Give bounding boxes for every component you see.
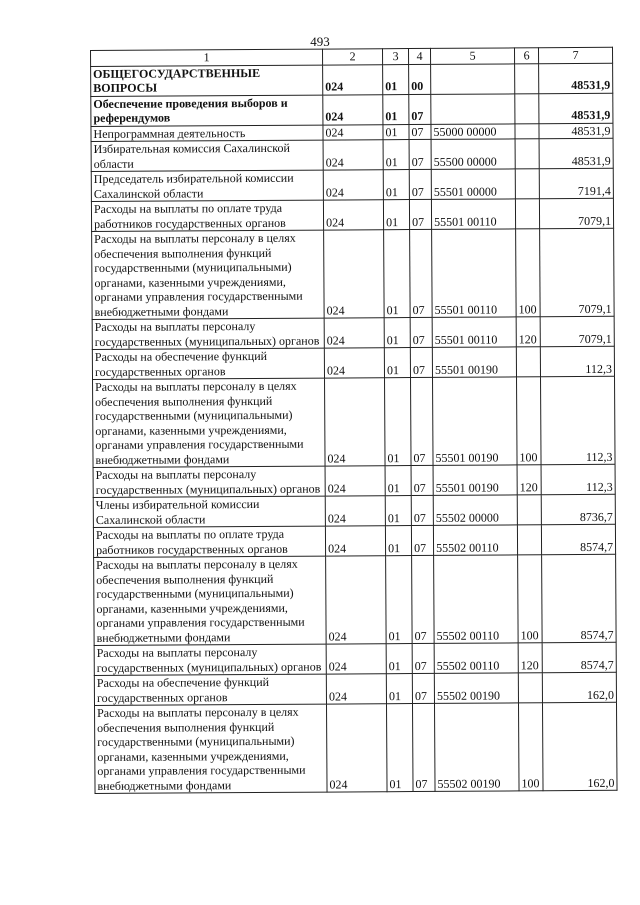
table-row	[94, 672, 616, 705]
grbs-code-cell: 024	[325, 466, 385, 496]
column-header-7: 7	[538, 47, 612, 63]
table-row	[93, 494, 615, 527]
target-article-cell: 55501 00190	[432, 347, 516, 378]
expense-type-cell	[518, 673, 542, 703]
grbs-code-cell: 024	[324, 230, 385, 318]
section-code-cell: 01	[383, 64, 409, 94]
target-article-cell: 55000 00000	[431, 123, 515, 139]
section-code-cell: 01	[383, 94, 409, 124]
item-name-cell: Обеспечение проведения выборов и референдумов	[91, 95, 323, 126]
expense-type-cell: 100	[516, 229, 541, 317]
section-code-cell: 01	[386, 644, 412, 674]
section-code-cell: 01	[385, 378, 412, 466]
table-row	[92, 346, 614, 379]
grbs-code-cell: 024	[326, 644, 386, 674]
amount-cell: 162,0	[542, 702, 617, 790]
grbs-code-cell: 024	[323, 124, 383, 140]
section-code-cell: 01	[384, 348, 410, 378]
expense-type-cell	[515, 169, 539, 199]
subsection-code-cell: 07	[409, 199, 431, 229]
grbs-code-cell: 024	[325, 496, 385, 526]
amount-cell: 112,3	[541, 376, 616, 464]
item-name-cell: Непрограммная деятельность	[91, 125, 323, 142]
grbs-code-cell: 024	[324, 318, 384, 348]
expense-type-cell	[515, 139, 539, 169]
column-header-4: 4	[408, 48, 430, 64]
item-name-cell: Расходы на выплаты персоналу в целях обеспечения выполнения функций государственными (муниципальными) органами, казенными учреждениями, органами управления государственными внебюджетными фондами	[93, 378, 326, 467]
amount-cell: 112,3	[541, 464, 615, 494]
section-code-cell: 01	[383, 140, 409, 170]
column-header-5: 5	[430, 48, 514, 64]
grbs-code-cell: 024	[324, 348, 384, 378]
item-name-cell: Расходы на выплаты персоналу государственных (муниципальных) органов	[94, 644, 326, 675]
target-article-cell: 55501 00190	[433, 465, 517, 496]
table-row	[91, 168, 613, 201]
grbs-code-cell: 024	[323, 170, 383, 200]
section-code-cell: 01	[383, 124, 409, 140]
grbs-code-cell: 024	[323, 140, 383, 170]
amount-cell: 7079,1	[539, 198, 613, 228]
subsection-code-cell: 07	[412, 673, 434, 703]
amount-cell: 48531,9	[539, 93, 613, 123]
table-row	[91, 138, 613, 171]
expense-type-cell: 100	[517, 377, 542, 465]
grbs-code-cell: 024	[323, 200, 383, 230]
table-row	[91, 198, 613, 231]
subsection-code-cell: 07	[412, 703, 435, 791]
table-row	[91, 63, 613, 96]
target-article-cell: 55501 00110	[431, 199, 515, 230]
subsection-code-cell: 07	[410, 347, 432, 377]
target-article-cell: 55500 00000	[431, 139, 515, 170]
table-row	[94, 554, 617, 645]
subsection-code-cell: 07	[412, 643, 434, 673]
target-article-cell: 55502 00110	[433, 525, 517, 556]
section-code-cell: 01	[385, 496, 411, 526]
target-article-cell: 55502 00000	[433, 495, 517, 526]
target-article-cell	[431, 63, 515, 94]
section-code-cell: 01	[386, 674, 412, 704]
budget-sheet	[90, 48, 615, 794]
target-article-cell: 55501 00110	[432, 317, 516, 348]
subsection-code-cell: 07	[410, 229, 433, 317]
table-row	[93, 376, 616, 467]
target-article-cell: 55501 00000	[431, 169, 515, 200]
item-name-cell: Члены избирательной комиссии Сахалинской области	[93, 496, 325, 527]
amount-cell: 162,0	[542, 672, 616, 702]
expense-type-cell	[515, 93, 539, 123]
amount-cell: 8574,7	[542, 642, 616, 672]
target-article-cell: 55501 00190	[433, 377, 518, 466]
item-name-cell: Расходы на выплаты персоналу государственных (муниципальных) органов	[93, 466, 325, 497]
grbs-code-cell: 024	[325, 526, 385, 556]
target-article-cell: 55502 00110	[434, 643, 518, 674]
target-article-cell: 55502 00190	[434, 673, 518, 704]
amount-cell: 48531,9	[539, 123, 613, 139]
section-code-cell: 01	[385, 466, 411, 496]
expense-type-cell	[517, 495, 541, 525]
item-name-cell: Расходы на выплаты по оплате труда работников государственных органов	[93, 526, 325, 557]
item-name-cell: Расходы на выплаты персоналу в целях обеспечения выполнения функций государственными (муниципальными) органами, казенными учреждениями, органами управления государственными внебюджетными фондами	[92, 230, 325, 319]
amount-cell: 7191,4	[539, 168, 613, 198]
budget-table	[90, 47, 618, 794]
item-name-cell: Расходы на обеспечение функций государственных органов	[92, 348, 324, 379]
table-row	[91, 93, 613, 126]
amount-cell: 8736,7	[541, 494, 615, 524]
table-row	[94, 642, 616, 675]
expense-type-cell	[515, 63, 539, 93]
section-code-cell: 01	[384, 318, 410, 348]
amount-cell: 48531,9	[539, 138, 613, 168]
expense-type-cell: 120	[517, 465, 541, 495]
grbs-code-cell: 024	[323, 94, 383, 124]
subsection-code-cell: 07	[411, 495, 433, 525]
expense-type-cell	[515, 123, 539, 139]
target-article-cell	[431, 93, 515, 124]
amount-cell: 7079,1	[540, 228, 615, 316]
expense-type-cell	[517, 525, 541, 555]
table-row	[93, 464, 615, 497]
page-number: 493	[310, 34, 330, 49]
item-name-cell: Расходы на выплаты персоналу в целях обеспечения выполнения функций государственными (муниципальными) органами, казенными учреждениями, органами управления государственными внебюджетными фондами	[94, 556, 327, 645]
section-code-cell: 01	[386, 704, 413, 792]
item-name-cell: Председатель избирательной комиссии Сахалинской области	[91, 170, 323, 201]
subsection-code-cell: 07	[409, 139, 431, 169]
expense-type-cell: 100	[518, 555, 543, 643]
item-name-cell: Избирательная комиссия Сахалинской области	[91, 140, 323, 171]
amount-cell: 7079,1	[540, 316, 614, 346]
column-header-6: 6	[514, 48, 538, 64]
grbs-code-cell: 024	[325, 378, 386, 466]
table-row	[92, 228, 615, 319]
grbs-code-cell: 024	[326, 674, 386, 704]
subsection-code-cell: 07	[409, 124, 431, 140]
subsection-code-cell: 07	[409, 169, 431, 199]
expense-type-cell: 100	[518, 703, 543, 791]
subsection-code-cell: 07	[411, 465, 433, 495]
column-header-2: 2	[322, 49, 382, 65]
table-row	[92, 316, 614, 349]
expense-type-cell	[516, 347, 540, 377]
expense-type-cell: 120	[518, 643, 542, 673]
column-header-3: 3	[382, 49, 408, 65]
amount-cell: 8574,7	[541, 524, 615, 554]
section-code-cell: 01	[386, 556, 413, 644]
grbs-code-cell: 024	[326, 704, 387, 792]
expense-type-cell	[515, 199, 539, 229]
target-article-cell: 55502 00190	[434, 703, 519, 792]
section-code-cell: 01	[385, 526, 411, 556]
item-name-cell: Расходы на выплаты персоналу государственных (муниципальных) органов	[92, 318, 324, 349]
table-row	[93, 524, 615, 557]
grbs-code-cell: 024	[326, 556, 387, 644]
item-name-cell: ОБЩЕГОСУДАРСТВЕННЫЕ ВОПРОСЫ	[91, 65, 323, 96]
target-article-cell: 55501 00110	[432, 229, 517, 318]
target-article-cell: 55502 00110	[434, 555, 519, 644]
expense-type-cell: 120	[516, 317, 540, 347]
column-header-1: 1	[91, 49, 323, 66]
grbs-code-cell: 024	[323, 64, 383, 94]
amount-cell: 8574,7	[542, 554, 617, 642]
table-row	[95, 702, 618, 793]
section-code-cell: 01	[384, 230, 411, 318]
item-name-cell: Расходы на выплаты по оплате труда работников государственных органов	[91, 200, 323, 231]
amount-cell: 112,3	[540, 346, 614, 376]
subsection-code-cell: 00	[409, 64, 431, 94]
subsection-code-cell: 07	[409, 94, 431, 124]
section-code-cell: 01	[383, 170, 409, 200]
item-name-cell: Расходы на обеспечение функций государственных органов	[94, 674, 326, 705]
subsection-code-cell: 07	[412, 555, 435, 643]
subsection-code-cell: 07	[410, 317, 432, 347]
amount-cell: 48531,9	[539, 63, 613, 93]
subsection-code-cell: 07	[411, 377, 434, 465]
subsection-code-cell: 07	[411, 525, 433, 555]
section-code-cell: 01	[383, 200, 409, 230]
item-name-cell: Расходы на выплаты персоналу в целях обеспечения выполнения функций государственными (муниципальными) органами, казенными учреждениями, органами управления государственными внебюджетными фондами	[95, 704, 328, 793]
